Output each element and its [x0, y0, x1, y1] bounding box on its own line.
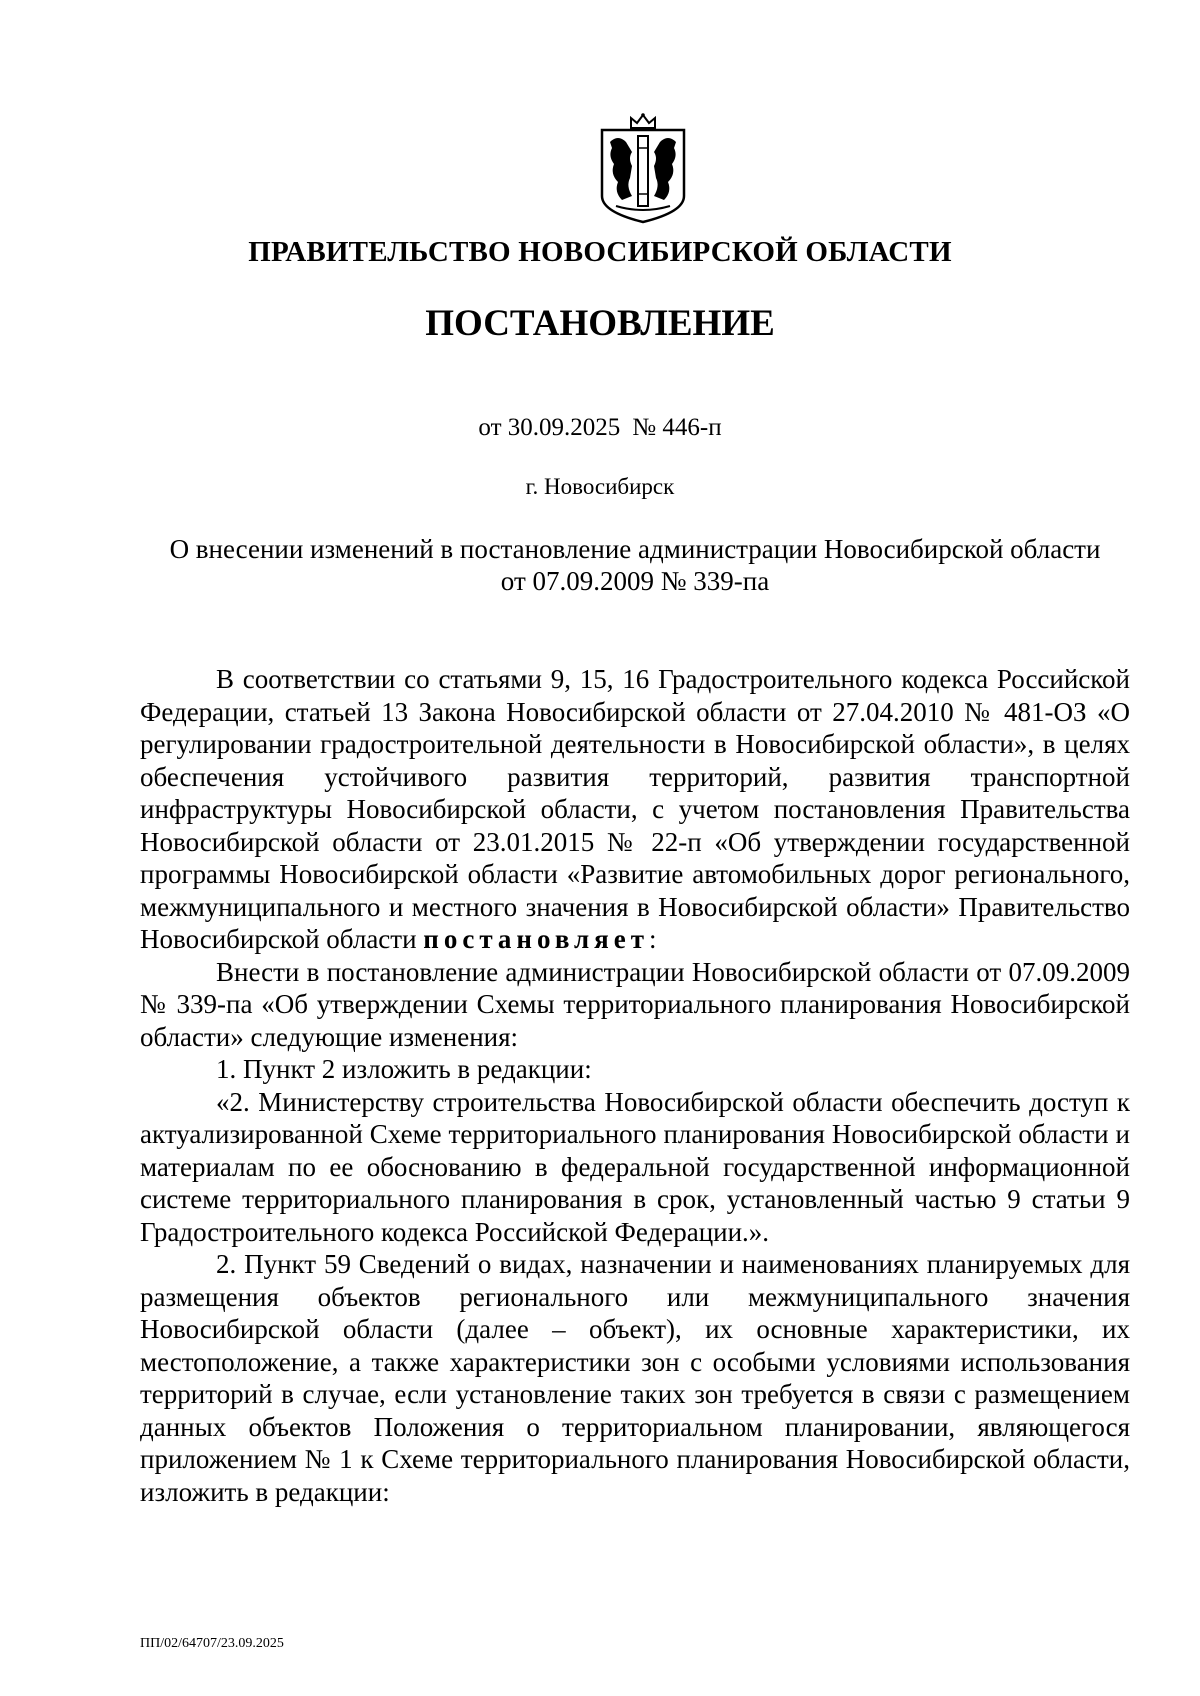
paragraph-item-2: 2. Пункт 59 Сведений о видах, назначении и наименованиях планируемых для размещения объектов регионального или межмуниципального значения Новосибирской области (далее – объект), их основные характеристики, их местоположение, а также характеристики зон с особыми условиями использования территорий в случае, если установление таких зон требуется в связи с размещением данных объектов Положения о территориальном планировании, являющегося приложением № 1 к Схеме территориального планирования Новосибирской области, изложить в редакции:	[140, 1249, 1130, 1507]
document-type: ПОСТАНОВЛЕНИЕ	[425, 303, 775, 344]
subject-line-1: О внесении изменений в постановление администрации Новосибирской области	[169, 534, 1101, 564]
document-body	[140, 663, 1130, 1508]
city: г. Новосибирск	[525, 474, 675, 499]
document-date: от 30.09.2025	[478, 414, 621, 441]
coat-of-arms-icon	[598, 112, 688, 224]
paragraph-item-1: 1. Пункт 2 изложить в редакции:	[216, 1054, 592, 1084]
resolution-keyword: постановляет	[423, 924, 650, 954]
document-code: ПП/02/64707/23.09.2025	[140, 1636, 284, 1651]
organization-name: ПРАВИТЕЛЬСТВО НОВОСИБИРСКОЙ ОБЛАСТИ	[248, 236, 952, 268]
paragraph-amend: Внести в постановление администрации Новосибирской области от 07.09.2009 № 339-па «Об утверждении Схемы территориального планирования Новосибирской области» следующие изменения:	[140, 956, 1130, 1052]
preamble-end: :	[649, 924, 657, 954]
paragraph-preamble	[140, 663, 1130, 956]
paragraph-item-1-text: «2. Министерству строительства Новосибирской области обеспечить доступ к актуализированной Схеме территориального планирования Новосибирской области и материалам по ее обоснованию в федеральной государственной информационной системе территориального планирования в срок, установленный частью 9 статьи 9 Градостроительного кодекса Российской Федерации.».	[140, 1086, 1130, 1247]
preamble-text: В соответствии со статьями 9, 15, 16 Градостроительного кодекса Российской Федерации, статьей 13 Закона Новосибирской области от 27.04.2010 № 481-ОЗ «О регулировании градостроительной деятельности в Новосибирской области», в целях обеспечения устойчивого развития территорий, развития транспортной инфраструктуры Новосибирской области, с учетом постановления Правительства Новосибирской области от 23.01.2015 № 22-п «Об утверждении государственной программы Новосибирской области «Развитие автомобильных дорог регионального, межмуниципального и местного значения в Новосибирской области» Правительство Новосибирской области	[140, 664, 1130, 954]
date-number-line	[0, 414, 1200, 442]
subject-line-2: от 07.09.2009 № 339-па	[500, 566, 770, 596]
document-subject	[140, 533, 1130, 597]
document-number: № 446-п	[632, 414, 722, 441]
